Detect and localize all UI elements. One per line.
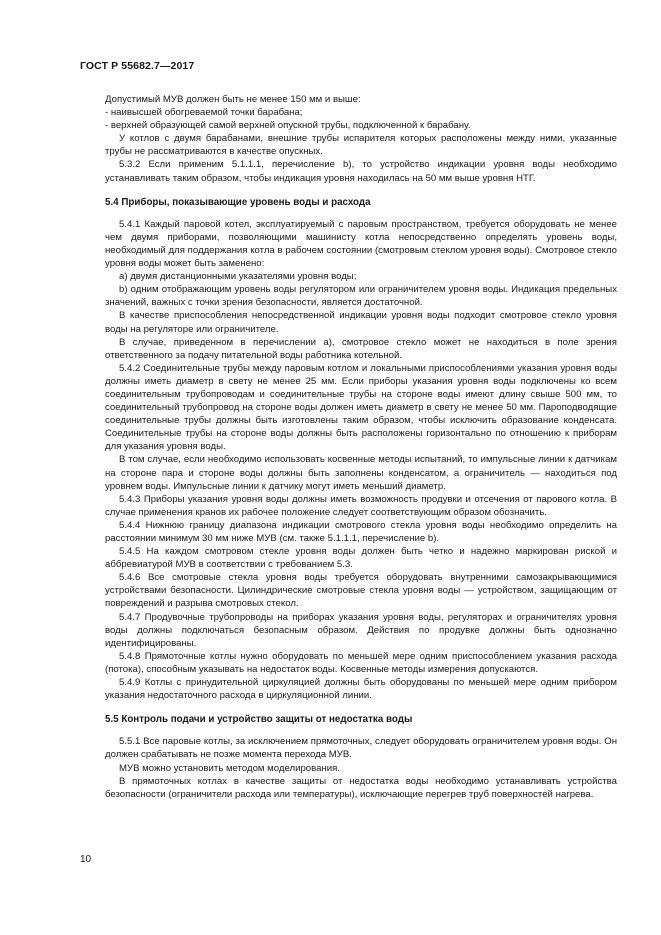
list-item: а) двумя дистанционными указателями уровня воды;	[119, 271, 357, 283]
paragraph: В качестве приспособления непосредственной индикации уровня воды подходит смотровое стекло уровня воды на регуляторе или ограничителе.	[105, 310, 617, 335]
list-item: - верхней образующей самой верхней опускной трубы, подключенной к барабану.	[105, 120, 471, 132]
paragraph: 5.4.8 Прямоточные котлы нужно оборудовать по меньшей мере одним приспособлением указания расхода (потока), способным указывать на недостаток воды. Косвенные методы измерения допускаются.	[105, 650, 617, 675]
paragraph: 5.4.5 На каждом смотровом стекле уровня воды должен быть четко и надежно маркирован риской и аббревиатурой МУВ в соответствии с требованием 5.3.	[105, 546, 617, 571]
paragraph: В случае, приведенном в перечислении а), смотровое стекло может не находиться в поле зрения ответственного за подачу питательной воды работника котельной.	[105, 336, 617, 361]
document-body	[105, 93, 617, 801]
section-heading: 5.4 Приборы, показывающие уровень воды и расхода	[105, 196, 371, 208]
document-header-code: ГОСТ Р 55682.7—2017	[80, 60, 195, 72]
paragraph: 5.5.1 Все паровые котлы, за исключением прямоточных, следует оборудовать ограничителем уровня воды. Он должен срабатывать не позже момента перехода МУВ.	[105, 736, 617, 761]
paragraph: В прямоточных котлах в качестве защиты от недостатка воды необходимо устанавливать устройства безопасности (ограничители расхода или температуры), исключающие перегрев труб поверхностей нагрева.	[105, 775, 617, 800]
paragraph: 5.4.6 Все смотровые стекла уровня воды требуется оборудовать внутренними самозакрывающимися устройствами безопасности. Цилиндрические смотровые стекла уровня воды — устройством, защищающим от повреждений и разрыва смотровых стекол.	[105, 572, 617, 610]
paragraph: 5.4.9 Котлы с принудительной циркуляцией должны быть оборудованы по меньшей мере одним прибором указания недостаточного расхода в циркуляционной линии.	[105, 677, 617, 702]
paragraph: МУВ можно установить методом моделирования.	[119, 762, 340, 774]
paragraph: 5.4.2 Соединительные трубы между паровым котлом и локальными приспособлениями указания уровня воды должны иметь диаметр в свету не менее 25 мм. Если приборы указания уровня воды подключены ко всем соединительным трубопроводам и соединительные трубы на стороне воды имеют длину свыше 500 мм, то соединительный трубопровод на стороне воды должен иметь диаметр в свету не менее 50 мм. Пароподводящие соединительные трубы должны быть изготовлены таким образом, чтобы исключить образование конденсата. Соединительные трубы на стороне воды должны быть расположены горизонтально по отношению к приборам для указания уровня воды.	[105, 362, 617, 453]
paragraph: 5.4.1 Каждый паровой котел, эксплуатируемый с паровым пространством, требуется оборудовать не менее чем двумя приборами, позволяющими машинисту котла непосредственно определять уровень воды, необходимый для поддержания котла в рабочем состоянии (смотровым стеклом уровня воды). Смотровое стекло уровня воды может быть заменено:	[105, 218, 617, 270]
list-item: - наивысшей обогреваемой точки барабана;	[105, 107, 303, 119]
list-item: b) одним отображающим уровень воды регулятором или ограничителем уровня воды. Индикация предельных значений, важных с точки зрения безопасности, является достаточной.	[105, 284, 617, 309]
paragraph: У котлов с двумя барабанами, внешние трубы испарителя которых расположены между ними, указанные трубы не рассматриваются в качестве опускных.	[105, 133, 617, 158]
paragraph: В том случае, если необходимо использовать косвенные методы испытаний, то импульсные линии к датчикам на стороне пара и стороне воды должны быть заполнены конденсатом, а ограничитель — находиться под уровнем воды. Импульсные линии к датчику могут иметь меньший диаметр.	[105, 454, 617, 492]
page-number: 10	[80, 854, 92, 865]
paragraph: 5.3.2 Если применим 5.1.1.1, перечисление b), то устройство индикации уровня воды необходимо устанавливать таким образом, чтобы индикация уровня находилась на 50 мм выше уровня НТГ.	[105, 159, 617, 184]
section-heading: 5.5 Контроль подачи и устройство защиты от недостатка воды	[105, 714, 413, 726]
paragraph: Допустимый МУВ должен быть не менее 150 мм и выше:	[105, 94, 361, 105]
paragraph: 5.4.4 Нижнюю границу диапазона индикации смотрового стекла уровня воды необходимо определить на расстоянии минимум 30 мм ниже МУВ (см. также 5.1.1.1, перечисление b).	[105, 519, 617, 544]
paragraph: 5.4.3 Приборы указания уровня воды должны иметь возможность продувки и отсечения от парового котла. В случае применения кранов их рабочее положение следует соответствующим образом обозначить.	[105, 493, 617, 518]
paragraph: 5.4.7 Продувочные трубопроводы на приборах указания уровня воды, регуляторах и ограничителях уровня воды должны подключаться безопасным образом. Действия по продувке должны быть однозначно идентифицированы.	[105, 611, 617, 649]
